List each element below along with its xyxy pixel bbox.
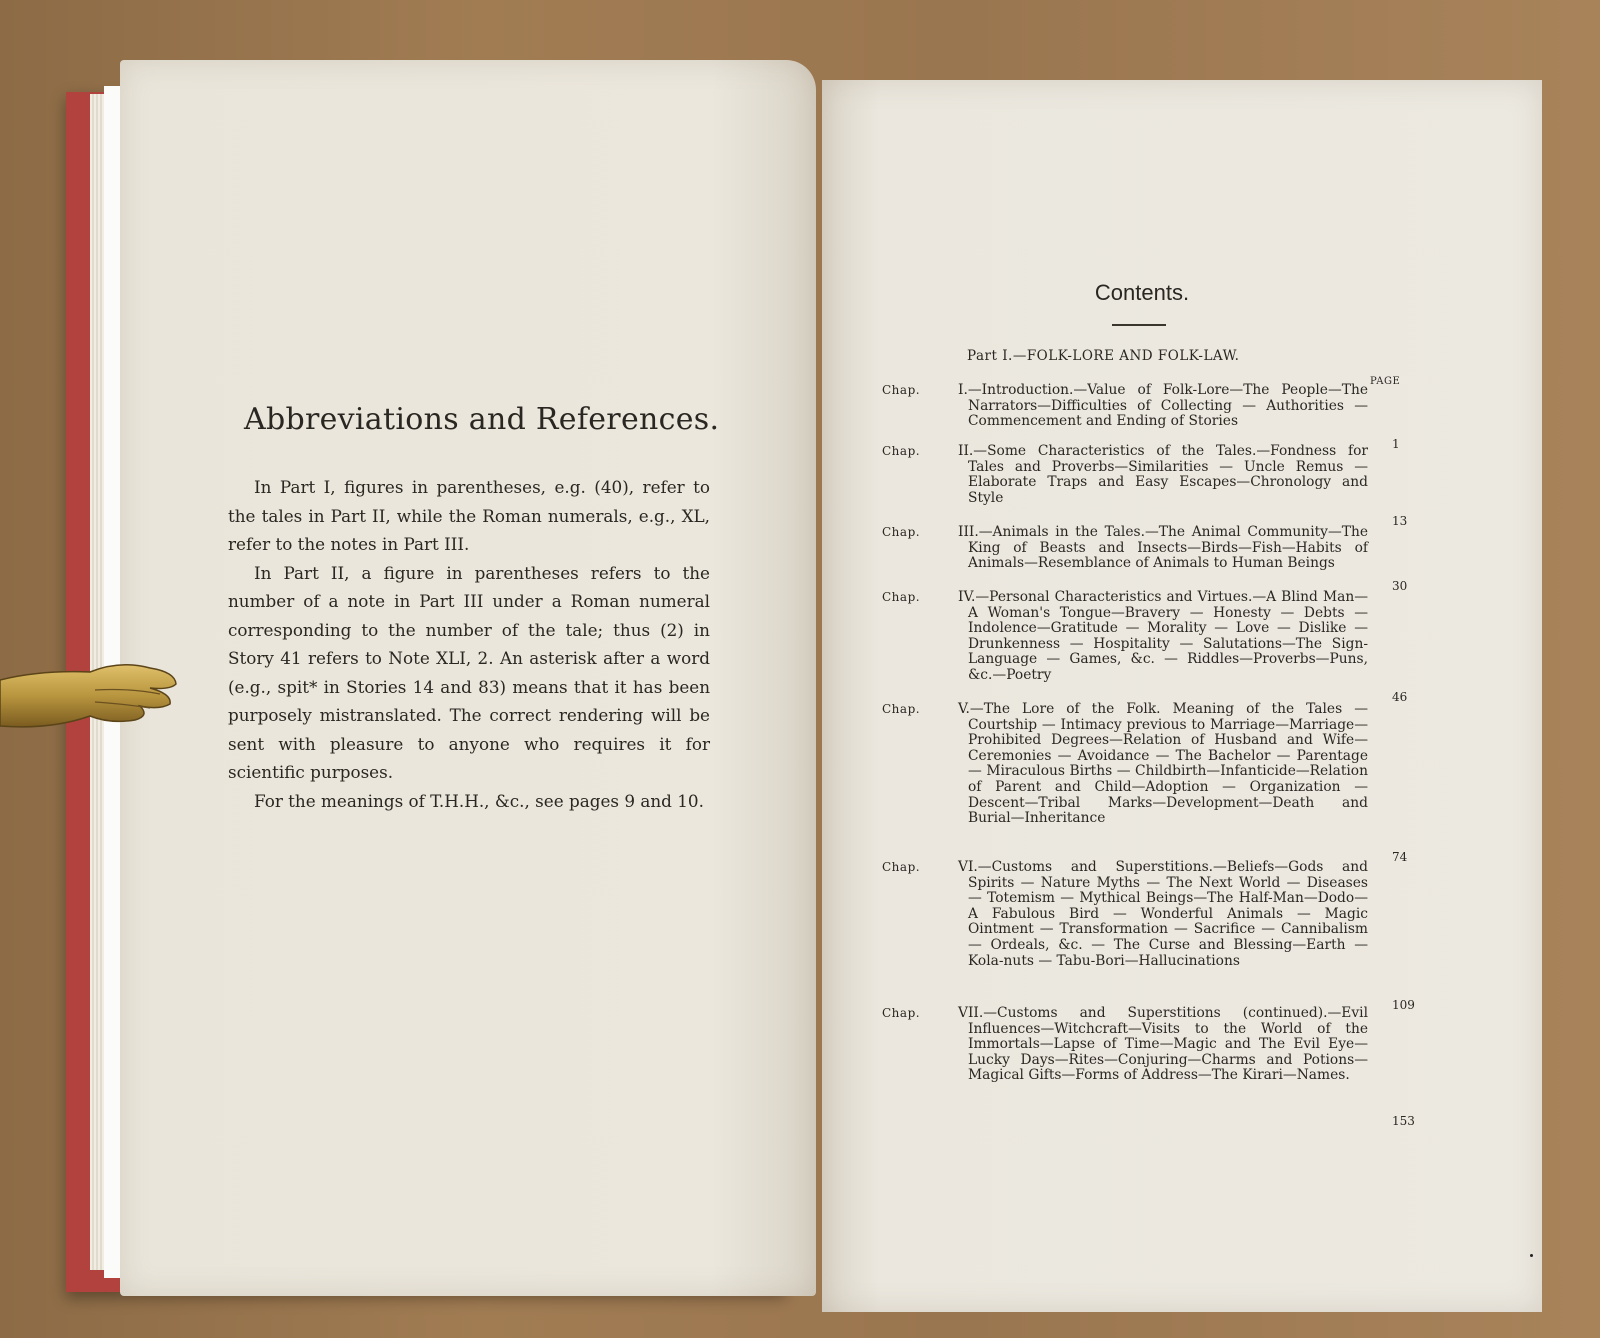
chapter-label: Chap. xyxy=(882,525,921,539)
chapter-text: II.—Some Characteristics of the Tales.—Fondness for Tales and Proverbs—Similarities — Uncle Remus — Elaborate Traps and Easy Escapes—Chronology and Style xyxy=(958,443,1368,506)
title-rule xyxy=(1112,324,1166,326)
chapter-page-number: 13 xyxy=(1392,514,1408,528)
chapter-page-number: 30 xyxy=(1392,579,1408,593)
chapter-label: Chap. xyxy=(882,702,921,716)
right-page xyxy=(822,80,1542,1312)
chapter-page-number: 1 xyxy=(1392,437,1400,451)
brass-hand-clip xyxy=(0,650,180,740)
chapter-label: Chap. xyxy=(882,590,921,604)
contents-title: Contents. xyxy=(1094,280,1190,305)
part-heading: Part I.—FOLK-LORE AND FOLK-LAW. xyxy=(967,348,1240,364)
chapter-page-number: 153 xyxy=(1392,1114,1415,1128)
chapter-page-number: 46 xyxy=(1392,690,1408,704)
chapter-page-number: 74 xyxy=(1392,850,1408,864)
left-page xyxy=(120,60,816,1296)
chapter-label: Chap. xyxy=(882,860,921,874)
chapter-text: VII.—Customs and Superstitions (continued).—Evil Influences—Witchcraft—Visits to the World of the Immortals—Lapse of Time—Magic and The Evil Eye—Lucky Days—Rites—Conjuring—Charms and Potions—Magical Gifts—Forms of Address—The Kirari—Names. xyxy=(958,1005,1368,1084)
abbreviations-title: Abbreviations and References. xyxy=(244,402,720,437)
chapter-text: V.—The Lore of the Folk. Meaning of the Tales — Courtship — Intimacy previous to Marriage—Marriage—Prohibited Degrees—Relation of Husband and Wife—Ceremonies — Avoidance — The Bachelor — Parentage — Miraculous Births — Childbirth—Infanticide—Relation of Parent and Child—Adoption — Organization — Descent—Tribal Marks—Development—Death and Burial—Inheritance xyxy=(958,701,1368,827)
chapter-text: III.—Animals in the Tales.—The Animal Community—The King of Beasts and Insects—Birds—Fish—Habits of Animals—Resemblance of Animals to Human Beings xyxy=(958,524,1368,572)
abbreviations-paragraph-2: In Part II, a figure in parentheses refers to the number of a note in Part III under a Roman numeral corresponding to the number of the tale; thus (2) in Story 41 refers to Note XLI, 2. An asterisk after a word (e.g., spit* in Stories 14 and 83) means that it has been purposely mistranslated. The correct rendering will be sent with pleasure to anyone who requires it for scientific purposes. xyxy=(228,562,710,782)
chapter-text: IV.—Personal Characteristics and Virtues.—A Blind Man—A Woman's Tongue—Bravery — Honesty — Debts — Indolence—Gratitude — Morality — Love — Dislike — Drunkenness — Hospitality — Salutations—The Sign-Language — Games, &c. — Riddles—Proverbs—Puns, &c.—Poetry xyxy=(958,589,1368,683)
abbreviations-paragraph-1: In Part I, figures in parentheses, e.g. (40), refer to the tales in Part II, while the Roman numerals, e.g., XL, refer to the notes in Part III. xyxy=(228,477,710,554)
chapter-page-number: 109 xyxy=(1392,998,1415,1012)
abbreviations-paragraph-3: For the meanings of T.H.H., &c., see pages 9 and 10. xyxy=(254,790,704,811)
abbreviations-body xyxy=(228,473,710,815)
chapter-label: Chap. xyxy=(882,444,921,458)
chapter-text: I.—Introduction.—Value of Folk-Lore—The People—The Narrators—Difficulties of Collecting — Authorities — Commencement and Ending of Stories xyxy=(958,382,1368,430)
dust-speck xyxy=(1530,1254,1533,1257)
chapter-label: Chap. xyxy=(882,383,921,397)
chapter-label: Chap. xyxy=(882,1006,921,1020)
chapter-text: VI.—Customs and Superstitions.—Beliefs—Gods and Spirits — Nature Myths — The Next World — Diseases — Totemism — Mythical Beings—The Half-Man—Dodo—A Fabulous Bird — Wonderful Animals — Magic Ointment — Transformation — Sacrifice — Cannibalism — Ordeals, &c. — The Curse and Blessing—Earth — Kola-nuts — Tabu-Bori—Hallucinations xyxy=(958,859,1368,969)
page-column-label: PAGE xyxy=(1370,376,1401,387)
